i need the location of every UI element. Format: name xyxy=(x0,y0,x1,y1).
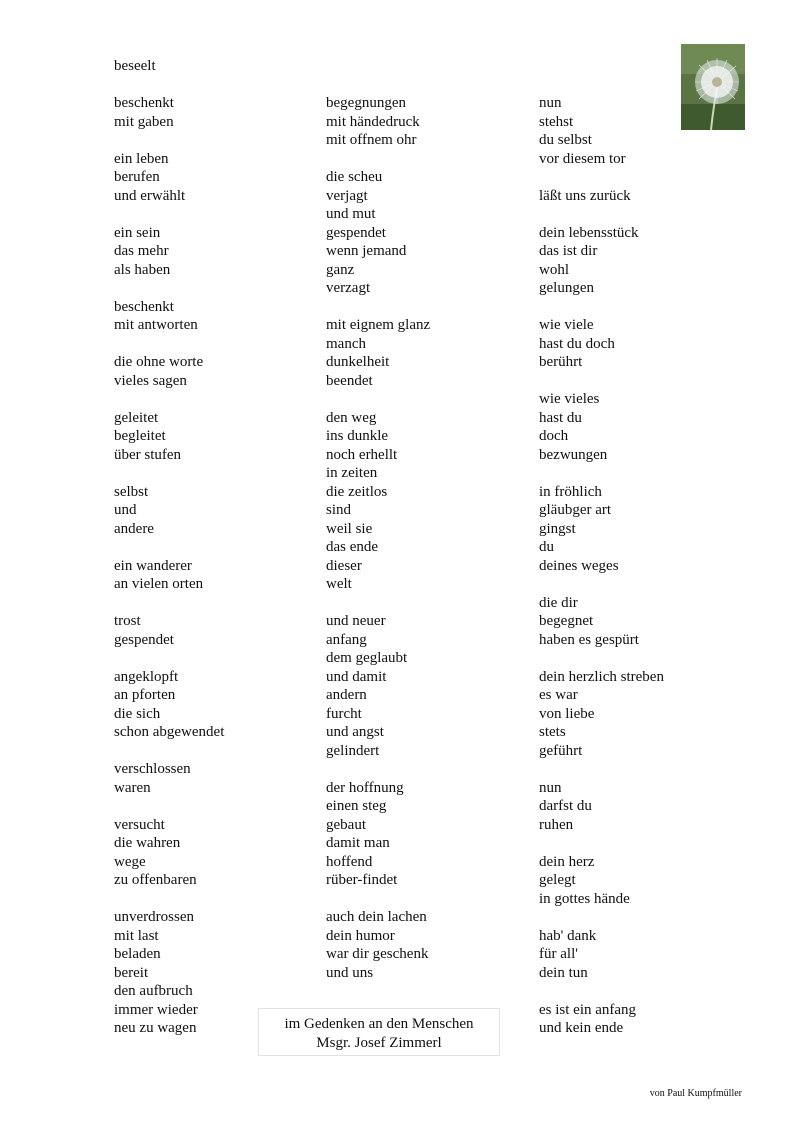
poem-line: deines weges xyxy=(539,557,619,574)
poem-line: das ende xyxy=(326,539,379,555)
poem-column-3 xyxy=(539,94,664,1038)
poem-line: über stufen xyxy=(114,446,182,463)
stanza-break xyxy=(539,760,664,779)
stanza-break xyxy=(114,649,224,668)
stanza-break xyxy=(114,205,224,224)
poem-line: rüber-findet xyxy=(326,872,398,888)
stanza-break xyxy=(539,982,664,1001)
stanza-break xyxy=(539,575,664,594)
poem-line: schon abgewendet xyxy=(114,724,225,740)
stanza-break xyxy=(326,298,430,317)
poem-line: wenn jemand xyxy=(326,243,407,259)
poem-line: zu offenbaren xyxy=(114,872,197,888)
poem-line: mit offnem ohr xyxy=(326,132,417,148)
poem-line: beendet xyxy=(326,372,373,389)
dedication-line-1: im Gedenken an den Menschen xyxy=(284,1016,474,1032)
poem-line: es war xyxy=(539,687,578,703)
poem-line: die ohne worte xyxy=(114,354,204,370)
poem-line: auch dein lachen xyxy=(326,909,427,925)
poem-line: dunkelheit xyxy=(326,354,390,370)
poem-line: ein wanderer xyxy=(114,557,192,574)
poem-line: versucht xyxy=(114,816,165,833)
stanza-break xyxy=(114,797,224,816)
poem-line: gläubger art xyxy=(539,502,612,518)
poem-line: berührt xyxy=(539,354,583,370)
poem-line: die sich xyxy=(114,705,161,722)
poem-line: ganz xyxy=(326,261,355,278)
poem-line: begleitet xyxy=(114,428,166,444)
poem-line: gebaut xyxy=(326,816,366,833)
poem-line: angeklopft xyxy=(114,668,179,685)
poem-column-2 xyxy=(326,94,430,982)
stanza-break xyxy=(114,890,224,909)
poem-line: stehst xyxy=(539,113,574,130)
poem-line: gespendet xyxy=(326,224,386,241)
poem-line: ins dunkle xyxy=(326,428,389,444)
poem-line: wie viele xyxy=(539,317,594,333)
poem-line: die wahren xyxy=(114,835,181,851)
poem-line: die zeitlos xyxy=(326,483,388,500)
poem-line: und kein ende xyxy=(539,1020,624,1036)
poem-line: beladen xyxy=(114,946,161,962)
poem-line: es ist ein anfang xyxy=(539,1001,637,1018)
poem-line: in zeiten xyxy=(326,465,378,481)
poem-line: berufen xyxy=(114,169,160,185)
poem-line: unverdrossen xyxy=(114,909,194,925)
poem-line: an pforten xyxy=(114,687,176,703)
poem-line: andere xyxy=(114,520,154,537)
poem-line: darfst du xyxy=(539,798,592,814)
dedication-line-2: Msgr. Josef Zimmerl xyxy=(316,1034,442,1051)
poem-line: und erwählt xyxy=(114,187,186,204)
poem-line: bereit xyxy=(114,964,149,981)
stanza-break xyxy=(539,908,664,927)
stanza-break xyxy=(114,594,224,613)
poem-line: dein herzlich streben xyxy=(539,668,664,685)
poem-line: damit man xyxy=(326,835,390,851)
poem-line: mit händedruck xyxy=(326,113,420,130)
poem-line: du selbst xyxy=(539,132,592,148)
stanza-break xyxy=(539,649,664,668)
poem-line: begegnet xyxy=(539,613,594,629)
dedication-box xyxy=(258,1008,500,1056)
stanza-break xyxy=(114,390,224,409)
poem-line: vieles sagen xyxy=(114,372,187,389)
stanza-break xyxy=(114,335,224,354)
poem-line: in fröhlich xyxy=(539,483,602,500)
poem-line: ein leben xyxy=(114,150,169,167)
poem-line: die dir xyxy=(539,594,578,611)
stanza-break xyxy=(114,131,224,150)
stanza-break xyxy=(114,538,224,557)
poem-line: andern xyxy=(326,687,367,703)
stanza-break xyxy=(326,390,430,409)
poem-line: das mehr xyxy=(114,243,169,259)
poem-line: und damit xyxy=(326,668,387,685)
poem-line: für all' xyxy=(539,946,578,962)
stanza-break xyxy=(114,742,224,761)
stanza-break xyxy=(326,150,430,169)
stanza-break xyxy=(539,834,664,853)
poem-line: waren xyxy=(114,779,151,796)
poem-line: läßt uns zurück xyxy=(539,187,631,204)
poem-line: mit last xyxy=(114,927,159,944)
poem-line: und mut xyxy=(326,206,376,222)
stanza-break xyxy=(539,464,664,483)
poem-line: gespendet xyxy=(114,631,174,648)
poem-line: das ist dir xyxy=(539,243,598,259)
dandelion-photo xyxy=(681,44,745,130)
poem-line: den weg xyxy=(326,409,377,426)
poem-line: haben es gespürt xyxy=(539,631,639,648)
poem-line: nun xyxy=(539,95,562,111)
poem-column-1 xyxy=(114,57,224,1038)
poem-line: der hoffnung xyxy=(326,779,404,796)
poem-line: mit gaben xyxy=(114,113,174,130)
poem-line: geführt xyxy=(539,742,583,759)
stanza-break xyxy=(114,76,224,95)
poem-line: mit antworten xyxy=(114,317,198,333)
poem-line: ruhen xyxy=(539,816,574,833)
poem-line: du xyxy=(539,539,554,555)
poem-line: verschlossen xyxy=(114,761,191,777)
poem-line: vor diesem tor xyxy=(539,150,626,167)
poem-line: und angst xyxy=(326,724,384,740)
poem-line: war dir geschenk xyxy=(326,946,429,962)
poem-line: wege xyxy=(114,853,146,870)
stanza-break xyxy=(539,168,664,187)
stanza-break xyxy=(114,464,224,483)
poem-line: mit eignem glanz xyxy=(326,317,431,333)
poem-line: in gottes hände xyxy=(539,890,630,907)
poem-line: gelindert xyxy=(326,742,380,759)
poem-line: immer wieder xyxy=(114,1001,198,1018)
poem-line: trost xyxy=(114,613,141,629)
poem-line: sind xyxy=(326,502,352,518)
poem-line: beschenkt xyxy=(114,298,174,315)
stanza-break xyxy=(326,594,430,613)
poem-line: verjagt xyxy=(326,187,368,204)
poem-line: begegnungen xyxy=(326,95,406,111)
poem-line: nun xyxy=(539,779,562,796)
poem-line: selbst xyxy=(114,483,149,500)
poem-line: dein tun xyxy=(539,964,588,981)
poem-line: bezwungen xyxy=(539,446,608,463)
poem-line: stets xyxy=(539,724,566,740)
poem-line: von liebe xyxy=(539,705,595,722)
poem-line: und uns xyxy=(326,964,374,981)
poem-line: ein sein xyxy=(114,224,161,241)
poem-line: dein lebensstück xyxy=(539,224,639,241)
stanza-break xyxy=(539,372,664,391)
poem-line: dem geglaubt xyxy=(326,650,408,666)
poem-line: und neuer xyxy=(326,613,386,629)
poem-line: und xyxy=(114,502,137,518)
poem-line: den aufbruch xyxy=(114,983,193,999)
poem-line: welt xyxy=(326,576,352,592)
stanza-break xyxy=(539,205,664,224)
poem-line: hoffend xyxy=(326,853,373,870)
poem-line: geleitet xyxy=(114,409,159,426)
author-credit: von Paul Kumpfmüller xyxy=(649,1088,742,1099)
poem-line: beseelt xyxy=(114,58,156,74)
poem-line: weil sie xyxy=(326,520,373,537)
poem-line: an vielen orten xyxy=(114,576,204,592)
poem-line: die scheu xyxy=(326,169,383,185)
poem-line: wie vieles xyxy=(539,391,600,407)
stanza-break xyxy=(114,279,224,298)
poem-line: gelungen xyxy=(539,280,594,296)
poem-line: dieser xyxy=(326,557,362,574)
poem-line: neu zu wagen xyxy=(114,1020,197,1036)
poem-line: doch xyxy=(539,428,569,444)
stanza-break xyxy=(539,298,664,317)
poem-line: verzagt xyxy=(326,280,371,296)
poem-line: furcht xyxy=(326,705,362,722)
poem-line: hab' dank xyxy=(539,927,597,944)
poem-line: hast du xyxy=(539,409,582,426)
poem-line: gelegt xyxy=(539,872,576,888)
poem-line: wohl xyxy=(539,261,569,278)
stanza-break xyxy=(326,890,430,909)
poem-line: dein herz xyxy=(539,853,595,870)
poem-line: als haben xyxy=(114,261,171,278)
poem-line: hast du doch xyxy=(539,335,615,352)
poem-line: beschenkt xyxy=(114,95,174,111)
poem-line: anfang xyxy=(326,631,367,648)
poem-line: dein humor xyxy=(326,927,395,944)
poem-line: manch xyxy=(326,335,366,352)
stanza-break xyxy=(326,760,430,779)
poem-line: noch erhellt xyxy=(326,446,398,463)
poem-line: gingst xyxy=(539,520,576,537)
poem-line: einen steg xyxy=(326,798,387,814)
